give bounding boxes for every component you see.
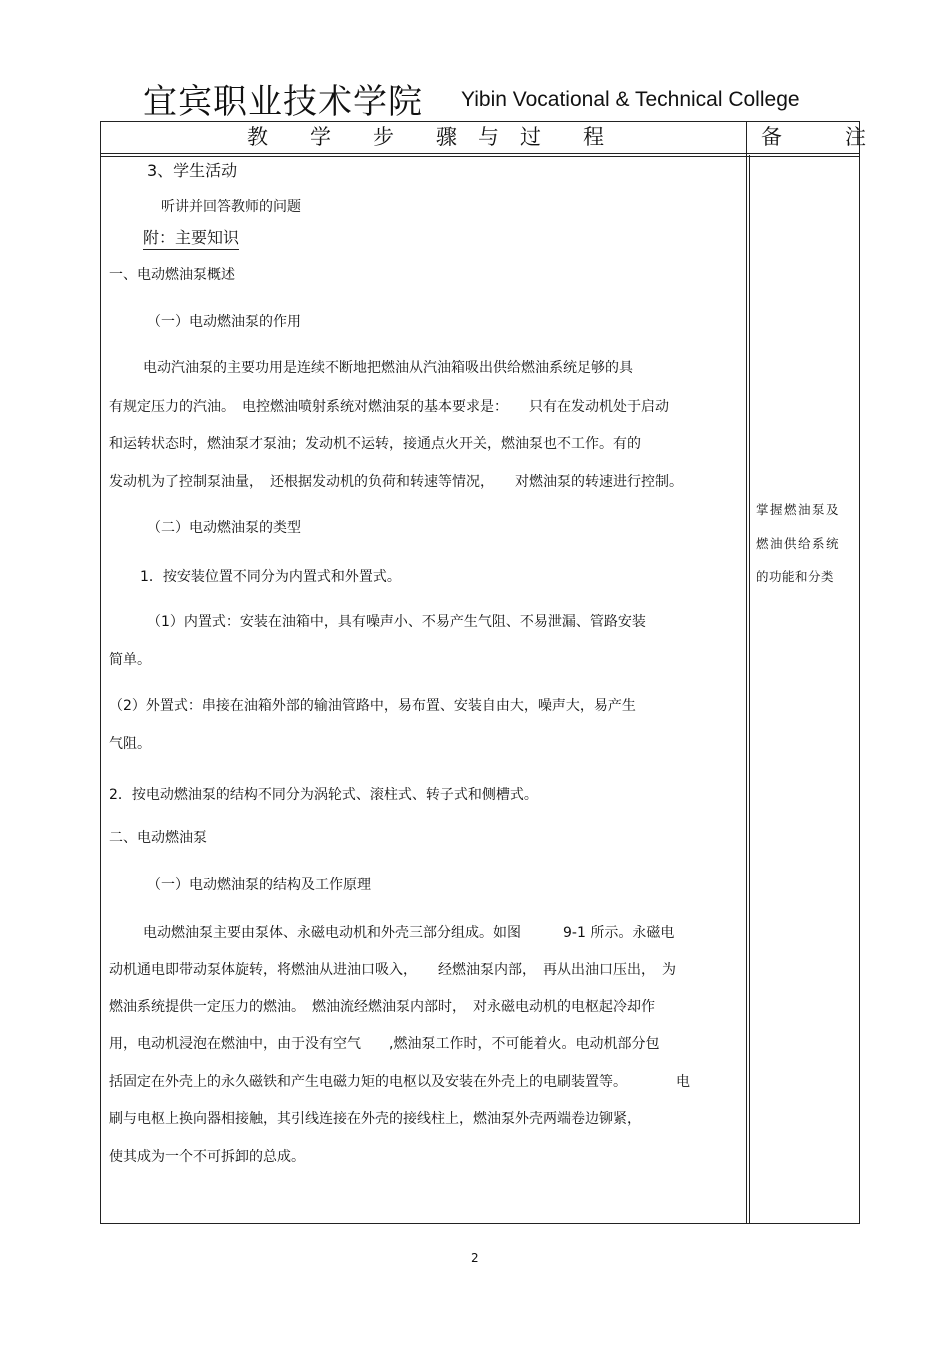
body-line: 电动燃油泵主要由泵体、永磁电动机和外壳三部分组成。如图 9-1 所示。永磁电: [143, 925, 675, 941]
body-line: 听讲并回答教师的问题: [161, 199, 301, 215]
column-header-main: 教 学 步 骤 与 过 程: [247, 125, 604, 149]
body-line: 电动汽油泵的主要功用是连续不断地把燃油从汽油箱吸出供给燃油系统足够的具: [143, 360, 633, 376]
body-line: 1．按安装位置不同分为内置式和外置式。: [140, 569, 401, 585]
page-number: 2: [471, 1251, 479, 1265]
section-student-activity: 3、学生活动: [147, 161, 238, 180]
note-line: 的功能和分类: [756, 569, 835, 584]
note-line: 掌握燃油泵及: [756, 502, 841, 517]
body-line: 用，电动机浸泡在燃油中，由于没有空气 ,燃油泵工作时，不可能着火。电动机部分包: [109, 1036, 660, 1052]
heading-level2: （一）电动燃油泵的作用: [147, 314, 301, 330]
body-line: 简单。: [109, 652, 151, 668]
body-line: 和运转状态时，燃油泵才泵油；发动机不运转，接通点火开关，燃油泵也不工作。有的: [109, 436, 641, 452]
column-header-notes: 备 注: [761, 125, 866, 149]
column-divider: [746, 122, 747, 1223]
body-line: 括固定在外壳上的永久磁铁和产生电磁力矩的电枢以及安装在外壳上的电刷装置等。 电: [109, 1074, 690, 1090]
heading-level1: 二、电动燃油泵: [109, 830, 207, 846]
body-line: 2．按电动燃油泵的结构不同分为涡轮式、滚柱式、转子式和侧槽式。: [109, 787, 538, 803]
body-line: 发动机为了控制泵油量， 还根据发动机的负荷和转速等情况， 对燃油泵的转速进行控制。: [109, 474, 683, 490]
heading-level1: 一、电动燃油泵概述: [109, 267, 235, 283]
school-name-cn: 宜宾职业技术学院: [143, 82, 423, 122]
lesson-table: [100, 121, 866, 1224]
column-divider-inner: [749, 155, 750, 1223]
heading-level2: （二）电动燃油泵的类型: [147, 520, 301, 536]
body-line: （2）外置式：串接在油箱外部的输油管路中，易布置、安装自由大，噪声大，易产生: [109, 698, 636, 714]
body-line: 动机通电即带动泵体旋转，将燃油从进油口吸入， 经燃油泵内部， 再从出油口压出， 为: [109, 962, 676, 978]
body-line: 刷与电枢上换向器相接触，其引线连接在外壳的接线柱上，燃油泵外壳两端卷边铆紧，: [109, 1111, 641, 1127]
appendix-heading: 附：主要知识: [143, 229, 239, 250]
heading-level2: （一）电动燃油泵的结构及工作原理: [147, 877, 371, 893]
body-line: （1）内置式：安装在油箱中，具有噪声小、不易产生气阻、不易泄漏、管路安装: [147, 614, 646, 630]
body-line: 气阻。: [109, 736, 151, 752]
school-name-en: Yibin Vocational & Technical College: [461, 88, 800, 111]
body-line: 燃油系统提供一定压力的燃油。 燃油流经燃油泵内部时， 对永磁电动机的电枢起冷却作: [109, 999, 655, 1015]
body-line: 使其成为一个不可拆卸的总成。: [109, 1149, 305, 1165]
body-line: 有规定压力的汽油。 电控燃油喷射系统对燃油泵的基本要求是： 只有在发动机处于启动: [109, 399, 669, 415]
note-line: 燃油供给系统: [756, 536, 841, 551]
